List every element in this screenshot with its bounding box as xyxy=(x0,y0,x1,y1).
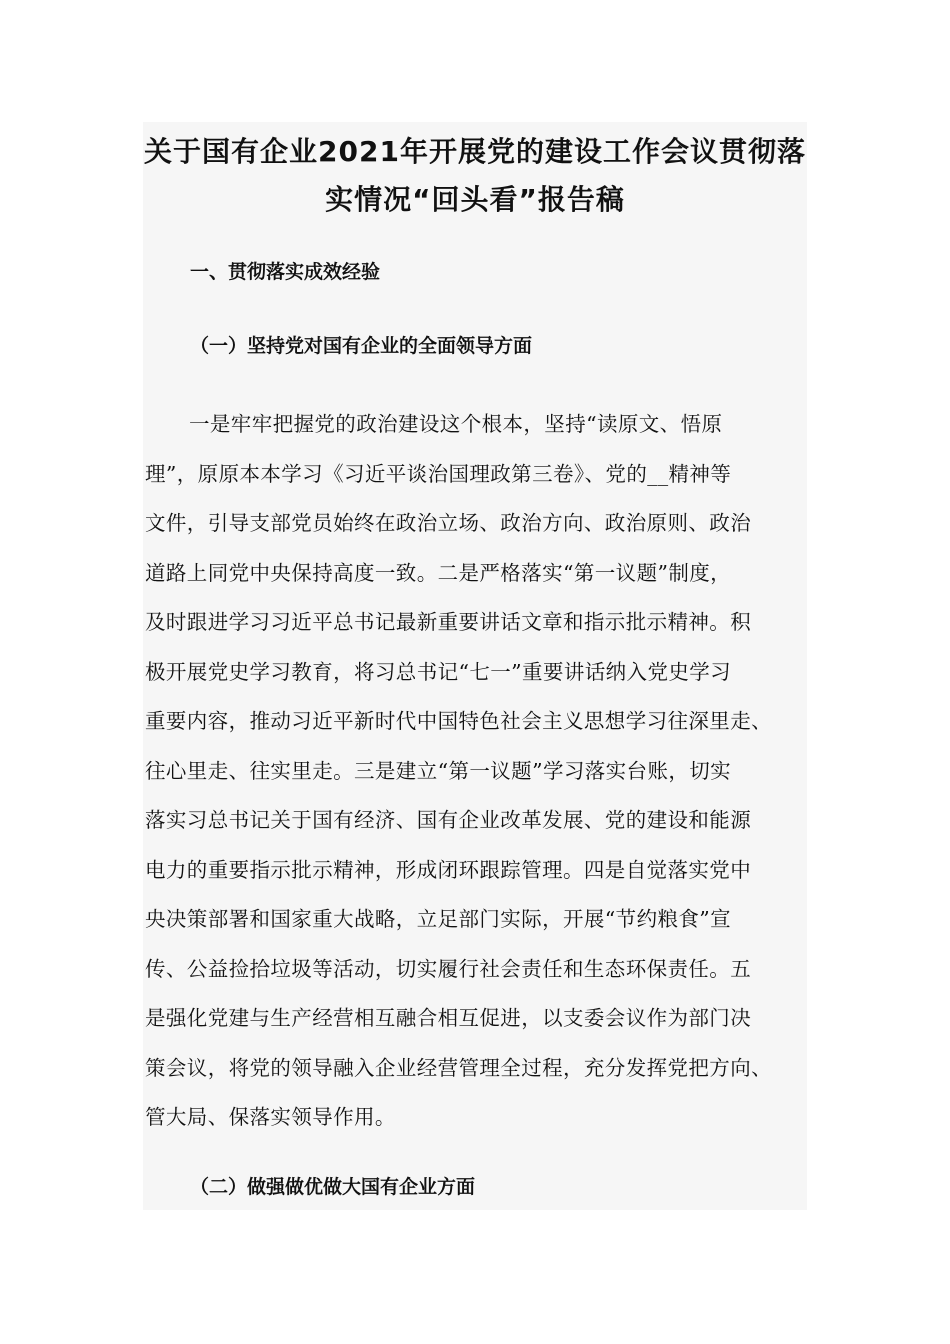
paragraph-line: 往心里走、往实里走。三是建立“第一议题”学习落实台账，切实 xyxy=(145,758,732,783)
paragraph-line: 落实习总书记关于国有经济、国有企业改革发展、党的建设和能源 xyxy=(145,808,752,832)
paragraph-line: 策会议，将党的领导融入企业经营管理全过程，充分发挥党把方向、 xyxy=(145,1055,772,1080)
subsection-heading-1: （一）坚持党对国有企业的全面领导方面 xyxy=(190,335,533,357)
paragraph-line: 文件，引导支部党员始终在政治立场、政治方向、政治原则、政治 xyxy=(145,511,752,535)
paragraph-line: 理”，原原本本学习《习近平谈治国理政第三卷》、党的__精神等 xyxy=(145,461,732,486)
title-line-1: 关于国有企业2021年开展党的建设工作会议贯彻落 xyxy=(144,135,806,168)
paragraph-line: 管大局、保落实领导作用。 xyxy=(145,1105,396,1129)
paragraph-line: 道路上同党中央保持高度一致。二是严格落实“第一议题”制度， xyxy=(145,560,732,585)
paragraph-line: 传、公益捡拾垃圾等活动，切实履行社会责任和生态环保责任。五 xyxy=(145,956,752,981)
paragraph-line: 电力的重要指示批示精神，形成闭环跟踪管理。四是自觉落实党中 xyxy=(145,857,752,882)
paragraph-line: 及时跟进学习习近平总书记最新重要讲话文章和指示批示精神。积 xyxy=(145,610,752,634)
paragraph-line: 重要内容，推动习近平新时代中国特色社会主义思想学习往深里走、 xyxy=(145,709,772,733)
title-line-2: 实情况“回头看”报告稿 xyxy=(325,183,625,216)
paragraph-line: 央决策部署和国家重大战略，立足部门实际，开展“节约粮食”宣 xyxy=(145,907,732,931)
subsection-heading-2: （二）做强做优做大国有企业方面 xyxy=(190,1176,476,1198)
paragraph-line: 极开展党史学习教育，将习总书记“七一”重要讲话纳入党史学习 xyxy=(145,659,732,684)
document-title xyxy=(143,128,807,224)
body-paragraph xyxy=(145,400,825,1143)
paragraph-line: 一是牢牢把握党的政治建设这个根本，坚持“读原文、悟原 xyxy=(189,412,723,436)
paragraph-line: 是强化党建与生产经营相互融合相互促进，以支委会议作为部门决 xyxy=(145,1006,752,1030)
section-heading-1: 一、贯彻落实成效经验 xyxy=(190,261,381,283)
